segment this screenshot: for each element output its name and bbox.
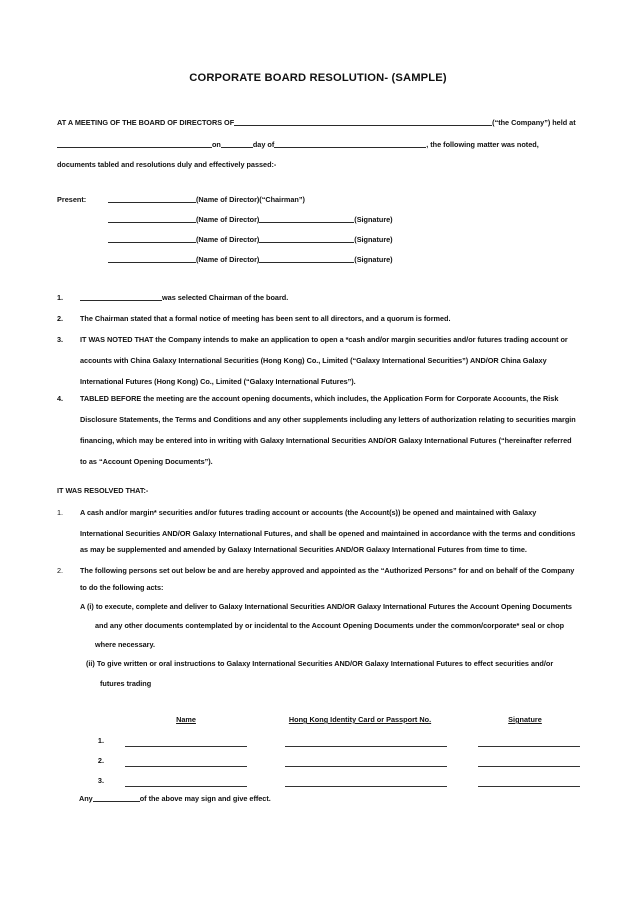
- opening-line-3: documents tabled and resolutions duly and effectively passed:-: [57, 160, 277, 169]
- blank-director-name-4: [108, 256, 196, 263]
- resolved-item-1-line-3: as may be supplemented and amended by Galaxy International Securities AND/OR Galaxy International Futures from time to time.: [80, 545, 527, 554]
- blank-director-name-1: [108, 196, 196, 203]
- table-cell-name-3: [125, 786, 247, 787]
- present-row: [108, 215, 393, 224]
- present-signature-label-4: (Signature): [354, 255, 393, 264]
- blank-director-name-3: [108, 236, 196, 243]
- table-cell-id-2: [285, 766, 447, 767]
- opening-line-2-tail: , the following matter was noted,: [426, 140, 539, 149]
- opening-line-2-b: day of: [252, 140, 275, 149]
- present-name-label-1: (Name of Director): [196, 195, 260, 204]
- noted-item-3-line-3: International Futures (Hong Kong) Co., Limited (“Galaxy International Futures”).: [80, 377, 356, 386]
- noted-item-1-line-1: was selected Chairman of the board.: [162, 293, 289, 302]
- footer-line: [79, 794, 271, 803]
- footer-suffix: of the above may sign and give effect.: [139, 794, 271, 803]
- resolved-subitem-b-line-1: (ii) To give written or oral instructions to Galaxy International Securities AND/OR Galaxy International Futures to effect securities and/or: [86, 659, 554, 668]
- opening-line-2-a: on: [212, 140, 221, 149]
- table-cell-signature-1: [478, 746, 580, 747]
- blank-month-year: [274, 141, 426, 148]
- blank-director-name-2: [108, 216, 196, 223]
- present-name-label-3: (Name of Director): [196, 235, 260, 244]
- noted-item-number-1: 1.: [57, 293, 64, 302]
- present-label: Present:: [57, 195, 87, 204]
- noted-item-3-line-2: accounts with China Galaxy International Securities (Hong Kong) Co., Limited (“Galaxy International Securities”) AND/OR China Galaxy: [80, 356, 547, 365]
- blank-meeting-place: [57, 141, 212, 148]
- table-row-number-3: 3.: [97, 776, 104, 785]
- present-signature-label-2: (Signature): [354, 215, 393, 224]
- resolved-item-number-1: 1.: [57, 508, 64, 517]
- resolved-item-2-line-2: to do the following acts:: [80, 583, 164, 592]
- table-cell-name-2: [125, 766, 247, 767]
- present-name-label-2: (Name of Director): [196, 215, 260, 224]
- table-cell-id-3: [285, 786, 447, 787]
- blank-director-signature-3: [259, 236, 354, 243]
- resolved-item-number-2: 2.: [57, 566, 64, 575]
- opening-line-1-tail: (“the Company”) held at: [492, 118, 576, 127]
- table-cell-signature-3: [478, 786, 580, 787]
- resolved-subitem-a-line-2: and any other documents contemplated by or incidental to the Account Opening Documents under the common/corporate* seal or chop: [95, 621, 565, 630]
- resolved-heading: IT WAS RESOLVED THAT:-: [57, 486, 149, 495]
- table-cell-id-1: [285, 746, 447, 747]
- table-cell-signature-2: [478, 766, 580, 767]
- noted-item-4-line-2: Disclosure Statements, the Terms and Conditions and any other supplements including any letters of authorization relating to securities margin: [80, 415, 576, 424]
- blank-day: [221, 141, 253, 148]
- resolved-subitem-a-line-1: A (i) to execute, complete and deliver to Galaxy International Securities AND/OR Galaxy International Futures the Account Opening Documents: [80, 602, 572, 611]
- resolved-subitem-a-line-3: where necessary.: [95, 640, 155, 649]
- present-row: [108, 195, 305, 204]
- noted-item-text-1: [80, 293, 288, 302]
- noted-item-4-line-1: TABLED BEFORE the meeting are the account opening documents, which includes, the Application Form for Corporate Accounts, the Risk: [80, 394, 559, 403]
- resolved-item-1-line-2: International Securities AND/OR Galaxy International Futures, and shall be opened and maintained in accordance with the terms and conditions: [80, 529, 576, 538]
- resolved-subitem-b-line-2: futures trading: [100, 679, 152, 688]
- noted-item-4-line-3: financing, which may be entered into in writing with Galaxy International Securities AND/OR Galaxy International Futures (“hereinafter referred: [80, 436, 572, 445]
- table-cell-name-1: [125, 746, 247, 747]
- noted-item-number-2: 2.: [57, 314, 64, 323]
- present-row: [108, 255, 393, 264]
- blank-signatory-count: [93, 795, 140, 802]
- present-signature-label-3: (Signature): [354, 235, 393, 244]
- resolved-item-1-line-1: A cash and/or margin* securities and/or futures trading account or accounts (the Account(s)) be opened and maintained with Galaxy: [80, 508, 537, 517]
- table-row-number-1: 1.: [97, 736, 104, 745]
- footer-prefix: Any: [79, 794, 93, 803]
- table-row-number-2: 2.: [97, 756, 104, 765]
- noted-item-4-line-4: to as “Account Opening Documents”).: [80, 457, 213, 466]
- present-row: [108, 235, 393, 244]
- table-header-id: Hong Kong Identity Card or Passport No.: [288, 715, 432, 724]
- blank-director-signature-2: [259, 216, 354, 223]
- blank-company-name: [234, 119, 492, 126]
- resolved-item-2-line-1: The following persons set out below be and are hereby approved and appointed as the “Authorized Persons” for and on behalf of the Company: [80, 566, 575, 575]
- opening-line-2: [57, 140, 539, 149]
- opening-line-1-lead: AT A MEETING OF THE BOARD OF DIRECTORS OF: [57, 118, 235, 127]
- noted-item-number-3: 3.: [57, 335, 64, 344]
- noted-item-number-4: 4.: [57, 394, 64, 403]
- blank-chairman-name: [80, 294, 162, 301]
- noted-item-2-line-1: The Chairman stated that a formal notice of meeting has been sent to all directors, and a quorum is formed.: [80, 314, 451, 323]
- present-chairman-tag: (“Chairman”): [259, 195, 305, 204]
- blank-director-signature-4: [259, 256, 354, 263]
- page-title: CORPORATE BOARD RESOLUTION- (SAMPLE): [189, 72, 447, 84]
- table-header-signature: Signature: [508, 715, 542, 724]
- opening-line-1: [57, 118, 576, 127]
- noted-item-3-line-1: IT WAS NOTED THAT the Company intends to make an application to open a *cash and/or margin securities and/or futures trading account or: [80, 335, 568, 344]
- present-name-label-4: (Name of Director): [196, 255, 260, 264]
- table-header-name: Name: [176, 715, 196, 724]
